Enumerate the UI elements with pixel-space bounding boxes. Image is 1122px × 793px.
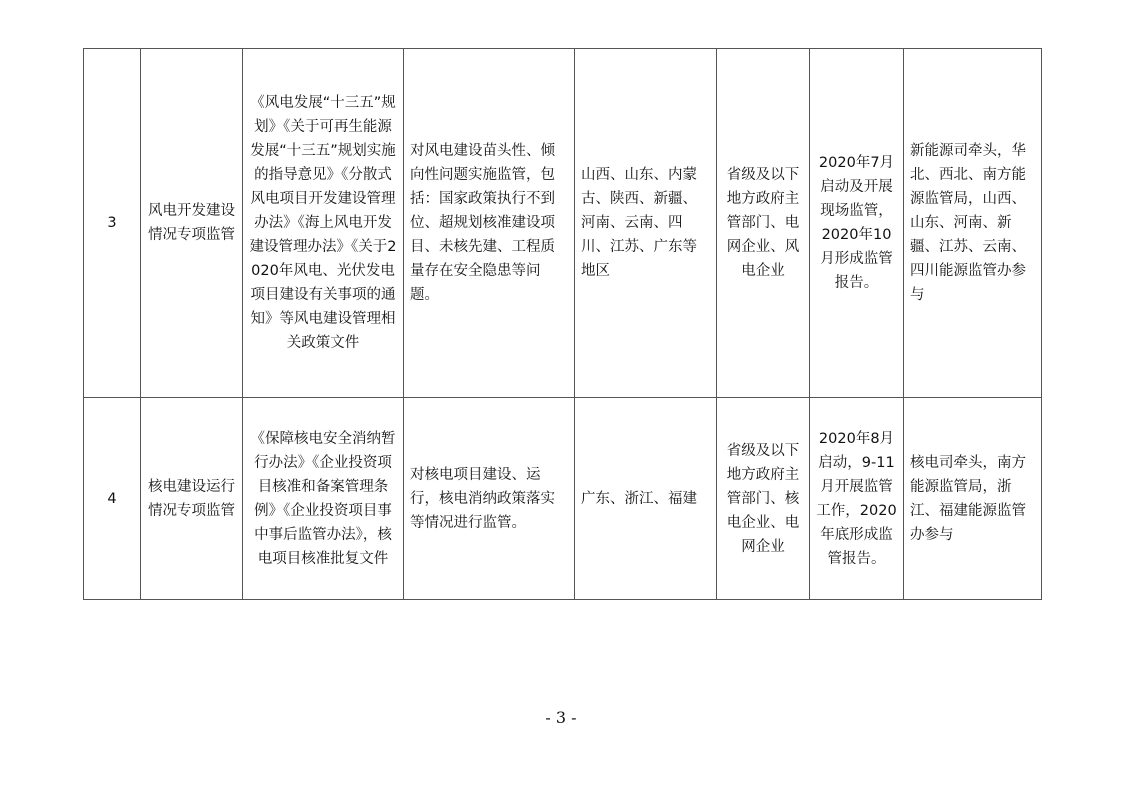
table-row (84, 49, 1042, 398)
schedule-cell: 2020年8月启动，9-11月开展监管工作，2020年底形成监管报告。 (810, 398, 904, 600)
supervision-item-cell: 核电建设运行情况专项监管 (141, 398, 243, 600)
supervision-plan-table (83, 48, 1042, 600)
supervision-item-cell: 风电开发建设情况专项监管 (141, 49, 243, 398)
responsible-units-cell: 核电司牵头，南方能源监管局，浙江、福建能源监管办参与 (904, 398, 1042, 600)
supervised-objects-cell: 省级及以下地方政府主管部门、核电企业、电网企业 (717, 398, 810, 600)
schedule-cell: 2020年7月启动及开展现场监管，2020年10月形成监管报告。 (810, 49, 904, 398)
row-number-cell: 3 (84, 49, 141, 398)
supervision-content-cell: 对风电建设苗头性、倾向性问题实施监管，包括：国家政策执行不到位、超规划核准建设项目、未核先建、工程质量存在安全隐患等问题。 (404, 49, 575, 398)
region-cell: 山西、山东、内蒙古、陕西、新疆、河南、云南、四川、江苏、广东等地区 (575, 49, 717, 398)
row-number-cell: 4 (84, 398, 141, 600)
responsible-units-cell: 新能源司牵头，华北、西北、南方能源监管局，山西、山东、河南、新疆、江苏、云南、四川能源监管办参与 (904, 49, 1042, 398)
table-row (84, 398, 1042, 600)
region-cell: 广东、浙江、福建 (575, 398, 717, 600)
page-number: - 3 - (545, 708, 577, 727)
supervised-objects-cell: 省级及以下地方政府主管部门、电网企业、风电企业 (717, 49, 810, 398)
policy-basis-cell: 《保障核电安全消纳暂行办法》《企业投资项目核准和备案管理条例》《企业投资项目事中事后监管办法》，核电项目核准批复文件 (243, 398, 404, 600)
policy-basis-cell: 《风电发展“十三五”规划》《关于可再生能源发展“十三五”规划实施的指导意见》《分散式风电项目开发建设管理办法》《海上风电开发建设管理办法》《关于2020年风电、光伏发电项目建设有关事项的通知》等风电建设管理相关政策文件 (243, 49, 404, 398)
supervision-content-cell: 对核电项目建设、运行，核电消纳政策落实等情况进行监管。 (404, 398, 575, 600)
